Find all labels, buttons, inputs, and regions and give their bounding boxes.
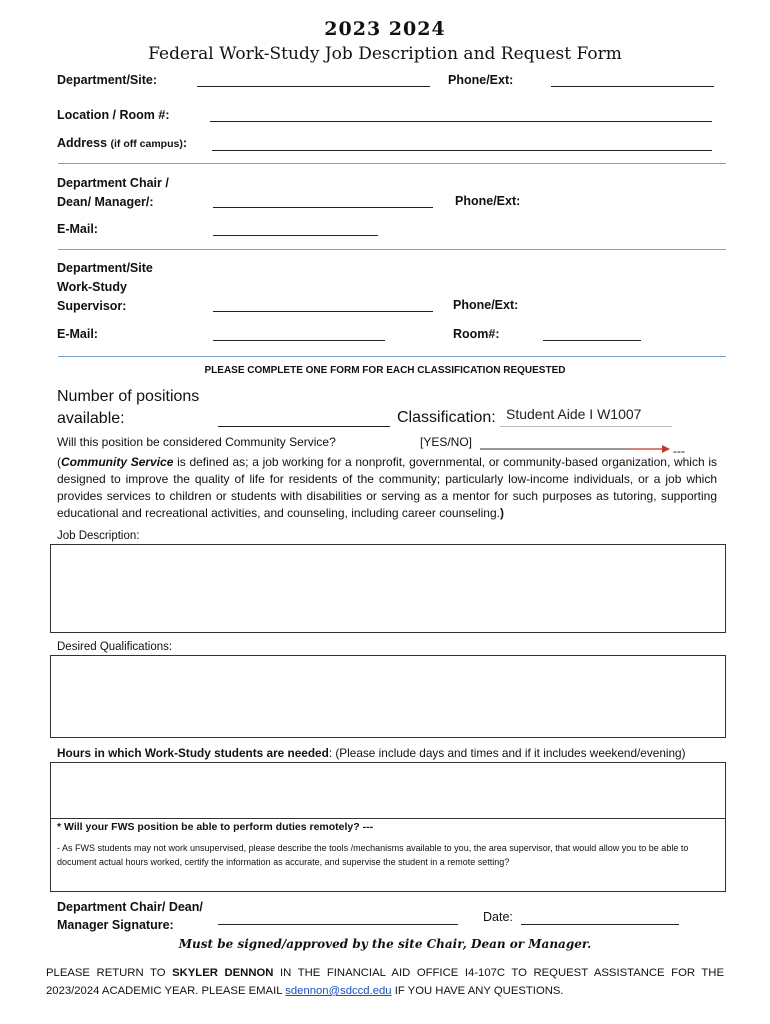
supervisor-label-line2: Work-Study	[57, 280, 127, 294]
signature-label-line2: Manager Signature:	[57, 918, 174, 932]
address-colon: :	[182, 136, 188, 150]
footer-text-2: IN THE FINANCIAL AID OFFICE I4-107C TO REQUEST ASSISTANCE FOR THE 2023/2024 ACADEMIC YEAR. PLEASE EMAIL	[46, 967, 724, 997]
remote-note: - As FWS students may not work unsupervised, please describe the tools /mechanisms available to you, the area supervisor, that would allow you to be able to document actual hours worked, certify the information as accurate, and supervise the student in a remote setting?	[57, 843, 689, 867]
supervisor-label-line1: Department/Site	[57, 261, 153, 275]
address-field[interactable]	[212, 150, 712, 151]
one-form-notice: PLEASE COMPLETE ONE FORM FOR EACH CLASSIFICATION REQUESTED	[204, 365, 566, 376]
community-service-question: Will this position be considered Community Service?	[57, 435, 336, 449]
location-room-label: Location / Room #:	[57, 108, 170, 122]
positions-label	[57, 386, 199, 430]
supervisor-email-field[interactable]	[213, 340, 385, 341]
section-divider	[58, 163, 726, 164]
chair-name-field[interactable]	[213, 207, 433, 208]
signature-label-line1: Department Chair/ Dean/	[57, 900, 203, 914]
classification-value[interactable]: Student Aide I W1007	[506, 406, 642, 422]
supervisor-label-line3: Supervisor:	[57, 299, 127, 313]
community-service-term: Community Service	[61, 455, 174, 469]
remote-question-text: * Will your FWS position be able to perform duties remotely?	[57, 821, 360, 833]
classification-field-line	[500, 426, 672, 427]
positions-field[interactable]	[218, 426, 390, 427]
hours-label-note: : (Please include days and times and if it includes weekend/evening)	[328, 746, 686, 760]
signature-field[interactable]	[218, 924, 458, 925]
remote-question	[57, 821, 373, 833]
job-description-label: Job Description:	[57, 530, 140, 542]
address-label-text: Address	[57, 136, 108, 150]
chair-phone-label: Phone/Ext:	[455, 194, 521, 208]
form-title: Federal Work-Study Job Description and Request Form	[148, 44, 622, 64]
signature-label	[57, 898, 203, 934]
community-service-definition: (Community Service is defined as; a job working for a nonprofit, governmental, or community-based organization, which is designed to improve the quality of life for residents of the community; particularly low-income individuals, or a job which provides services to children or students with disabilities or serving as a mentor for such purposes as tutoring, supporting educational and recreational activities, and counseling, including career counseling.)	[57, 455, 718, 520]
chair-label-line2: Dean/ Manager/:	[57, 195, 154, 209]
hours-remote-divider	[50, 818, 726, 819]
footer-email-link[interactable]: sdennon@sdccd.edu	[285, 985, 392, 997]
footer-text-1: PLEASE RETURN TO	[46, 967, 173, 979]
section-divider	[58, 249, 726, 250]
department-site-field[interactable]	[197, 86, 430, 87]
date-label: Date:	[483, 910, 513, 924]
dept-phone-field[interactable]	[551, 86, 714, 87]
supervisor-phone-label: Phone/Ext:	[453, 298, 519, 312]
community-service-answer[interactable]: ---	[673, 444, 685, 458]
positions-label-line1: Number of positions	[57, 388, 200, 405]
section-divider	[58, 356, 726, 357]
form-year: 2023 2024	[324, 18, 446, 40]
chair-label	[57, 174, 169, 212]
hours-label-bold: Hours in which Work-Study students are needed	[57, 746, 329, 760]
yesno-label: [YES/NO]	[420, 435, 473, 449]
supervisor-email-label: E-Mail:	[57, 327, 98, 341]
location-room-field[interactable]	[210, 121, 712, 122]
footer-contact-name: SKYLER DENNON	[172, 967, 274, 979]
chair-label-line1: Department Chair /	[57, 176, 169, 190]
job-description-box[interactable]	[50, 544, 726, 633]
hours-label	[57, 746, 686, 760]
supervisor-room-field[interactable]	[543, 340, 641, 341]
qualifications-label: Desired Qualifications:	[57, 641, 173, 653]
address-label	[57, 136, 187, 150]
remote-answer[interactable]: ---	[362, 821, 374, 833]
footer-text-3: IF YOU HAVE ANY QUESTIONS.	[391, 985, 564, 997]
dept-phone-label: Phone/Ext:	[448, 73, 514, 87]
community-service-definition-text: is defined as; a job working for a nonprofit, governmental, or community-based organization, which is designed to improve the quality of life for residents of the community; particularly low-income individuals, or a job which provides services to children or students with disabilities or serving as a mentor for such purposes as tutoring, supporting educational and recreational activities, and counseling, including career counseling.	[57, 455, 718, 520]
supervisor-label	[57, 259, 153, 316]
positions-label-line2: available:	[57, 410, 125, 427]
department-site-label: Department/Site:	[57, 73, 158, 87]
date-field[interactable]	[521, 924, 679, 925]
qualifications-box[interactable]	[50, 655, 726, 738]
must-sign-note: Must be signed/approved by the site Chair, Dean or Manager.	[178, 937, 592, 951]
supervisor-name-field[interactable]	[213, 311, 433, 312]
supervisor-room-label: Room#:	[453, 327, 500, 341]
community-answer-arrow	[480, 444, 670, 454]
footer-return-instructions	[46, 964, 724, 1000]
chair-email-field[interactable]	[213, 235, 378, 236]
address-note: (if off campus)	[110, 138, 183, 150]
classification-label: Classification:	[397, 409, 496, 426]
chair-email-label: E-Mail:	[57, 222, 98, 236]
